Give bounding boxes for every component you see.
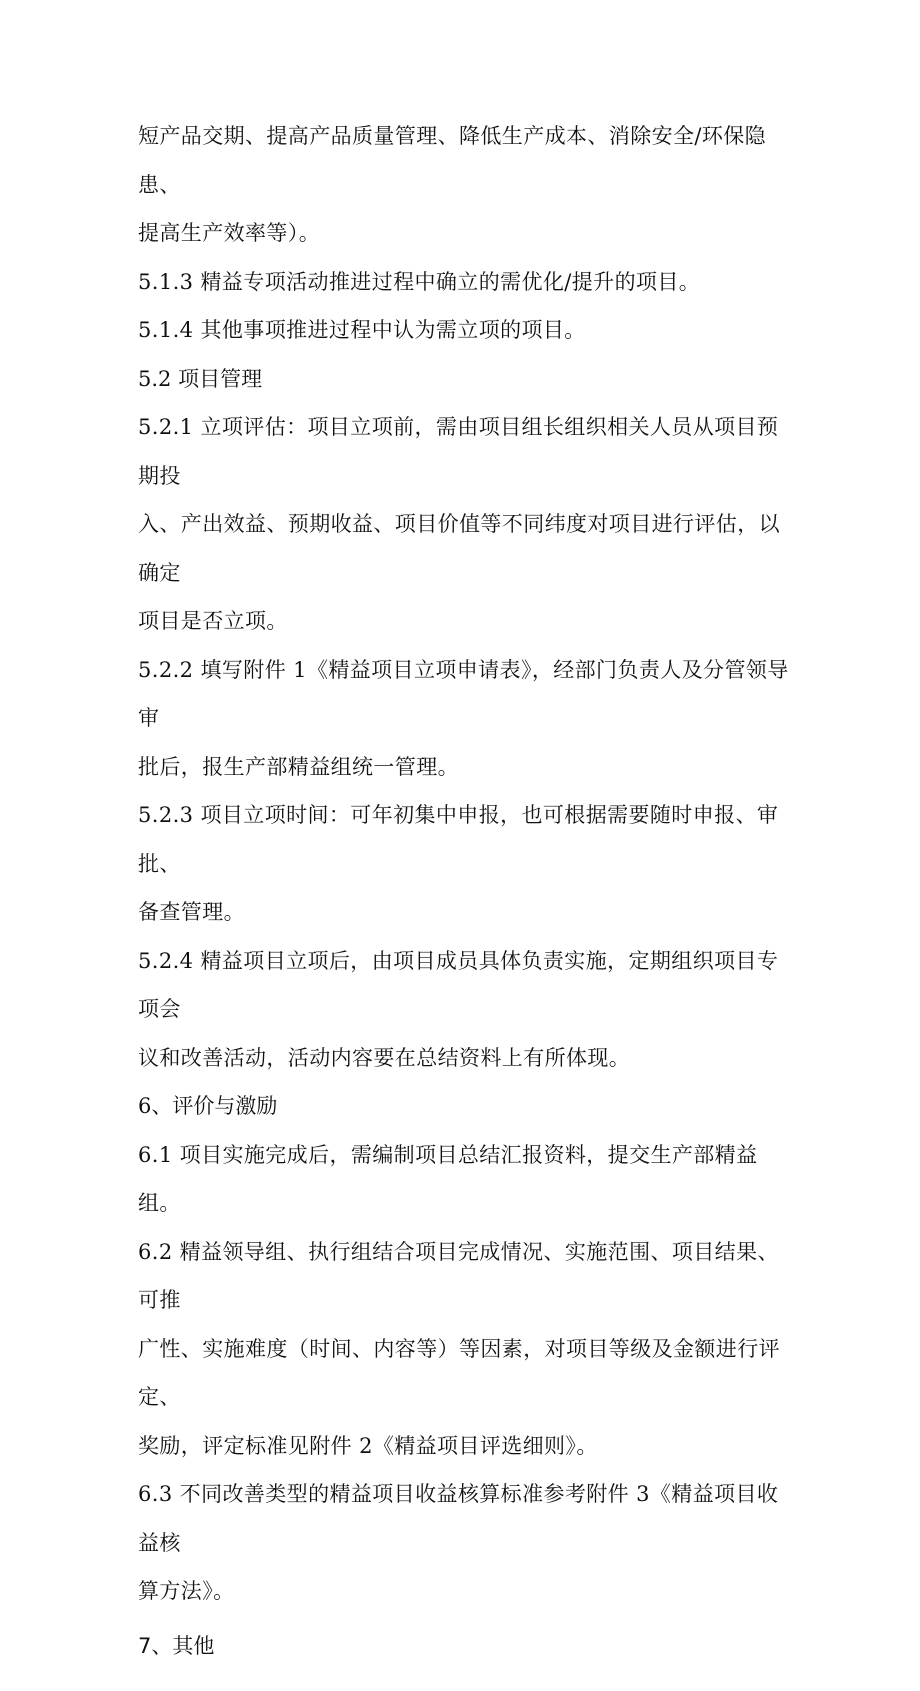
clause-6-3: 6.3 不同改善类型的精益项目收益核算标准参考附件 3《精益项目收益核 bbox=[138, 1482, 779, 1555]
text-line: 算方法》。 bbox=[138, 1579, 235, 1603]
section-5-2-heading: 5.2 项目管理 bbox=[138, 366, 263, 391]
section-6-heading: 6、评价与激励 bbox=[138, 1094, 278, 1118]
section-7-heading: 7、其他 bbox=[138, 1633, 215, 1658]
document-body bbox=[138, 112, 798, 1691]
text-line: 短产品交期、提高产品质量管理、降低生产成本、消除安全/环保隐患、 bbox=[138, 124, 767, 197]
clause-5-2-2: 5.2.2 填写附件 1《精益项目立项申请表》，经部门负责人及分管领导审 bbox=[138, 657, 789, 730]
text-line: 广性、实施难度（时间、内容等）等因素，对项目等级及金额进行评定、 bbox=[138, 1336, 780, 1409]
clause-6-1: 6.1 项目实施完成后，需编制项目总结汇报资料，提交生产部精益组。 bbox=[138, 1142, 758, 1215]
text-line: 项目是否立项。 bbox=[138, 609, 288, 633]
text-line: 提高生产效率等）。 bbox=[138, 221, 321, 245]
clause-5-2-3: 5.2.3 项目立项时间：可年初集中申报，也可根据需要随时申报、审批、 bbox=[138, 803, 779, 876]
clause-6-2: 6.2 精益领导组、执行组结合项目完成情况、实施范围、项目结果、可推 bbox=[138, 1239, 779, 1312]
clause-5-1-3: 5.1.3 精益专项活动推进过程中确立的需优化/提升的项目。 bbox=[138, 269, 701, 294]
clause-5-2-4: 5.2.4 精益项目立项后，由项目成员具体负责实施，定期组织项目专项会 bbox=[138, 948, 779, 1021]
text-line: 入、产出效益、预期收益、项目价值等不同纬度对项目进行评估，以确定 bbox=[138, 512, 780, 585]
text-line: 备查管理。 bbox=[138, 900, 245, 924]
text-line: 议和改善活动，活动内容要在总结资料上有所体现。 bbox=[138, 1045, 631, 1070]
clause-5-1-4: 5.1.4 其他事项推进过程中认为需立项的项目。 bbox=[138, 318, 586, 342]
text-line: 批后，报生产部精益组统一管理。 bbox=[138, 754, 459, 779]
text-line: 奖励，评定标准见附件 2《精益项目评选细则》。 bbox=[138, 1433, 598, 1458]
clause-5-2-1: 5.2.1 立项评估：项目立项前，需由项目组长组织相关人员从项目预期投 bbox=[138, 415, 779, 488]
